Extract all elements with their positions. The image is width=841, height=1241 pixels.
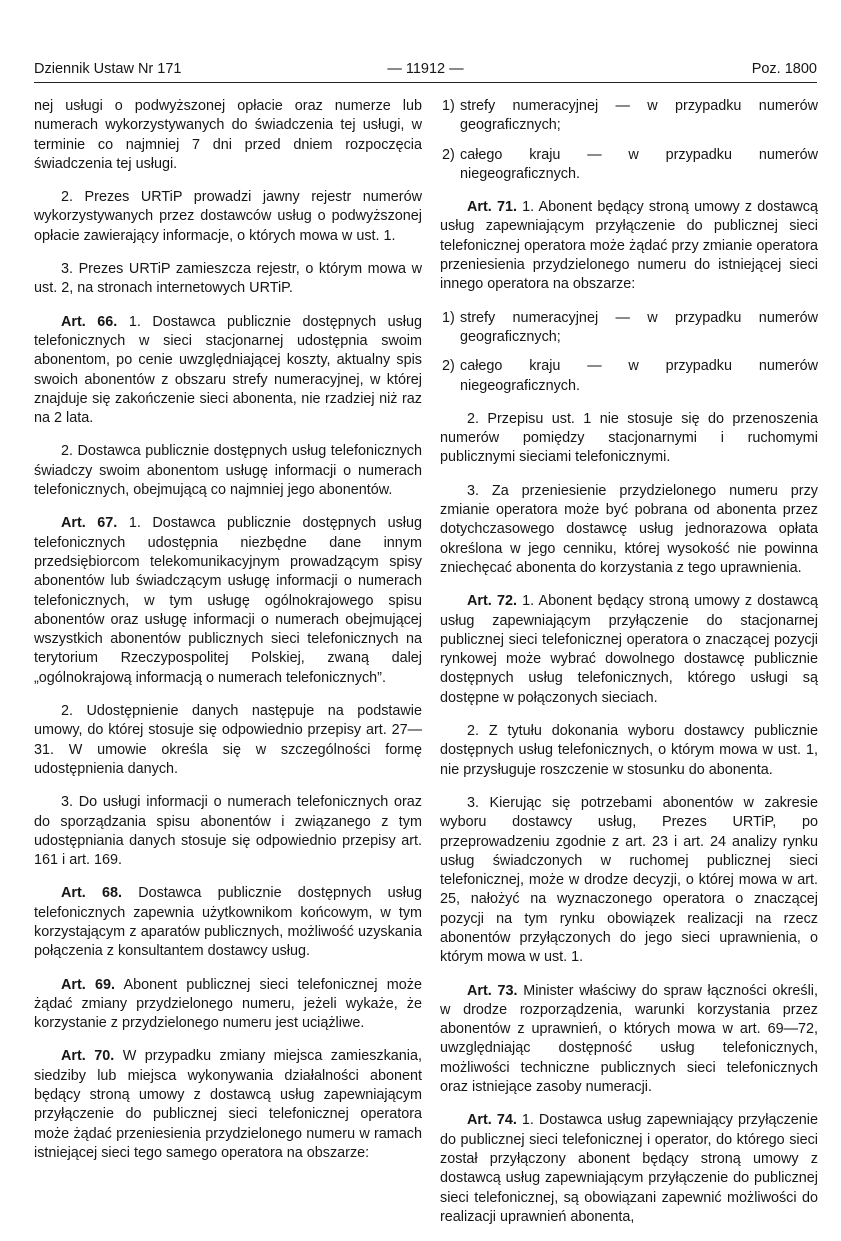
list-text: całego kraju — w przypadku numerów niegeograficznych. xyxy=(460,358,818,394)
art67-par2: 2. Udostępnienie danych następuje na podstawie umowy, do której stosuje się odpowiednio przepisy art. 27—31. W umowie określa się w szczególności formę udostępnienia danych. xyxy=(34,703,422,777)
art66-par2: 2. Dostawca publicznie dostępnych usług telefonicznych świadczy swoim abonentom usługę informacji o numerach telefonicznych, obejmującą co najmniej jego abonentów. xyxy=(34,443,422,499)
art72-par2: 2. Z tytułu dokonania wyboru dostawcy publicznie dostępnych usług telefonicznych, o którym mowa w ust. 1, nie przysługuje roszczenie w stosunku do abonenta. xyxy=(440,723,818,778)
paragraph-text: 1. Abonent będący stroną umowy z dostawcą usług zapewniającym przyłączenie do publicznej sieci telefonicznej operatora może żądać przy zmianie operatora przeniesienia przydzielonego numeru do istniejącej sieci innego operatora na obszarze: xyxy=(440,199,818,293)
list-number: 2) xyxy=(442,146,455,163)
right-column xyxy=(440,97,818,1241)
art66-par1 xyxy=(34,313,422,429)
article-label: Art. 69. xyxy=(61,976,116,993)
art68 xyxy=(34,884,422,961)
list-item xyxy=(440,357,818,396)
paragraph-continued: nej usługi o podwyższonej opłacie oraz numerze lub numerach wykorzystywanych do świadczenia tej usługi, w terminie co najmniej 7 dni przed dniem rozpoczęcia świadczenia tej usługi. xyxy=(34,98,422,172)
paragraph-text: Dostawca publicznie dostępnych usług telefonicznych zapewnia użytkownikom końcowym, w tym korzystającym z aparatów publicznych, możliwość uzyskania połączenia z konsultantem dostawcy usług. xyxy=(34,885,422,960)
art71-par3: 3. Za przeniesienie przydzielonego numeru przy zmianie operatora może być pobrana od abonenta przez dotychczasowego dostawcę usług jednorazowa opłata określona w jego cenniku, której wysokość nie powinna zniechęcać abonenta do korzystania z tego uprawnienia. xyxy=(440,482,818,576)
list-item xyxy=(440,146,818,185)
art67-par1 xyxy=(34,514,422,688)
list-text: strefy numeracyjnej — w przypadku numerów geograficznych; xyxy=(460,98,818,134)
art65-par3: 3. Prezes URTiP zamieszcza rejestr, o którym mowa w ust. 2, na stronach internetowych URTiP. xyxy=(34,261,422,297)
position-number: Poz. 1800 xyxy=(751,61,817,77)
paragraph-text: 1. Dostawca usług zapewniający przyłączenie do publicznej sieci telefonicznej i operator, do którego sieci został przyłączony abonent będący stroną umowy z dostawcą usług zapewniającym przyłączenie do publicznej sieci telefonicznej, są obowiązani zapewnić możliwości do realizacji uprawnień abonenta, xyxy=(440,1112,818,1225)
paragraph-text: W przypadku zmiany miejsca zamieszkania, siedziby lub miejsca wykonywania działalności abonent będący stroną umowy z dostawcą usług zapewniającym przyłączenie do publicznej sieci telefonicznej operatora może żądać przeniesienia przydzielonego numeru w ramach istniejącej sieci tego samego operatora na obszarze: xyxy=(34,1048,422,1161)
journal-title: Dziennik Ustaw Nr 171 xyxy=(34,61,182,77)
left-column xyxy=(34,97,422,1177)
list-item xyxy=(440,97,818,136)
article-label: Art. 70. xyxy=(61,1048,115,1065)
paragraph-text: 1. Dostawca publicznie dostępnych usług telefonicznych udostępnia niezbędne dane innym przedsiębiorcom telekomunikacyjnym prowadzącym spisy abonentów lub świadczącym usługę informacji o numerach telefonicznych, w tym usługę ogólnokrajowego spisu abonentów oraz usługę informacji o numerach obejmującej wszystkich abonentów publicznych sieci telefonicznych na terytorium Rzeczypospolitej Polskiej, zwaną dalej „ogólnokrajową informacją o numerach telefonicznych”. xyxy=(34,515,423,686)
list-text: całego kraju — w przypadku numerów niegeograficznych. xyxy=(460,146,818,182)
list-number: 2) xyxy=(442,358,455,375)
art74-par1 xyxy=(440,1111,818,1227)
art72-par1 xyxy=(440,592,818,708)
article-label: Art. 66. xyxy=(61,313,118,330)
article-label: Art. 67. xyxy=(61,515,118,532)
page-number: — 11912 — xyxy=(387,61,464,77)
article-label: Art. 73. xyxy=(467,982,518,999)
article-label: Art. 68. xyxy=(61,885,122,902)
paragraph-text: 1. Abonent będący stroną umowy z dostawcą usług zapewniającym przyłączenie do stacjonarnej publicznej sieci telefonicznej operatora o znaczącej pozycji rynkowej może wybrać dowolnego dostawcę publicznie dostępnych usług telefonicznych, którego usługi są dostępne w połączonych sieciach. xyxy=(440,593,818,706)
paragraph-text: Minister właściwy do spraw łączności określi, w drodze rozporządzenia, warunki korzystania przez abonentów z uprawnień, o których mowa w art. 69—72, uwzględniając dostępność usług telefonicznych, możliwości techniczne publicznych sieci telefonicznych oraz istniejące zasoby numeracji. xyxy=(440,982,819,1096)
list-number: 1) xyxy=(442,98,455,114)
paragraph-text: Abonent publicznej sieci telefonicznej może żądać zmiany przydzielonego numeru, jeżeli wykaże, że korzystanie z przydzielonego numeru jest uciążliwe. xyxy=(34,976,422,1032)
list-text: strefy numeracyjnej — w przypadku numerów geograficznych; xyxy=(460,309,818,345)
article-label: Art. 71. xyxy=(467,199,517,216)
paragraph-text: 1. Dostawca publicznie dostępnych usług telefonicznych w sieci stacjonarnej udostępnia swoim abonentom, po cenie uwzględniającej koszty, aktualny spis swoich abonentów z obszaru strefy numeracyjnej, w której znajduje się zakończenie sieci abonenta, nie rzadziej niż raz na 2 lata. xyxy=(34,313,423,427)
page-header xyxy=(34,60,817,83)
article-label: Art. 72. xyxy=(467,593,517,610)
art71-par2: 2. Przepisu ust. 1 nie stosuje się do przenoszenia numerów pomiędzy stacjonarnymi i ruchomymi publicznymi sieciami telefonicznymi. xyxy=(440,410,818,466)
article-label: Art. 74. xyxy=(467,1112,517,1129)
art70 xyxy=(34,1047,422,1163)
list-number: 1) xyxy=(442,309,455,326)
art65-par2: 2. Prezes URTiP prowadzi jawny rejestr numerów wykorzystywanych przez dostawców usług o podwyższonej opłacie zawierający informacje, o których mowa w ust. 1. xyxy=(34,189,422,244)
art71-par1 xyxy=(440,198,818,294)
art73 xyxy=(440,982,818,1098)
art72-par3: 3. Kierując się potrzebami abonentów w zakresie wyboru dostawcy usług, Prezes URTiP, po przeprowadzeniu zgodnie z art. 23 i art. 24 analizy rynku usług świadczonych w ruchomej publicznej sieci telefonicznej, może w drodze decyzji, o której mowa w art. 25, nałożyć na wyznaczonego operatora o znaczącej pozycji na tym rynku obowiązek realizacji na rzecz abonentów przyłączonych do jego sieci uprawnienia, o którym mowa w ust. 1. xyxy=(440,794,818,966)
art67-par3: 3. Do usługi informacji o numerach telefonicznych oraz do sporządzania spisu abonentów i związanego z tym udostępniania danych stosuje się odpowiednio przepisy art. 161 i art. 169. xyxy=(34,794,422,869)
art69 xyxy=(34,976,422,1034)
list-item xyxy=(440,309,818,348)
